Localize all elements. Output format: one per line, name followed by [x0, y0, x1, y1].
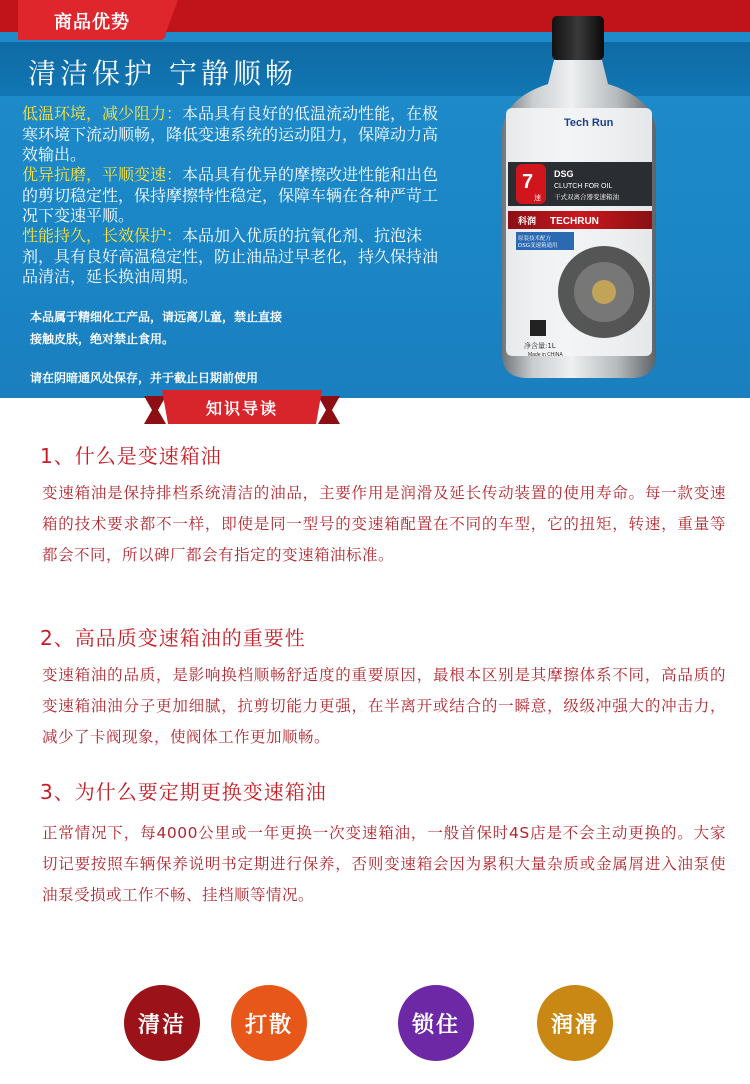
badge-disperse: 打散: [231, 985, 307, 1061]
bottle-small2: DSG变速箱通用: [518, 243, 558, 249]
bottle-made: Made in CHINA: [528, 352, 563, 358]
promo-tag: [18, 0, 166, 40]
badge-lock: 锁住: [398, 985, 474, 1061]
feature-3-text: 本品加入优质的抗氧化剂、抗泡沫剂，具有良好高温稳定性，防止油品过早老化，持久保持油品清洁，延长换油周期。: [22, 226, 439, 286]
safety-note-1: 本品属于精细化工产品，请远离儿童，禁止直接: [30, 310, 283, 324]
gear-graphic-hub: [592, 280, 616, 304]
section-1-title: 1、什么是变速箱油: [40, 444, 222, 468]
section-3-title: 3、为什么要定期更换变速箱油: [40, 780, 327, 804]
promo-tag-label: 商品优势: [54, 12, 130, 33]
bottle-line3: 干式双离合器变速箱油: [554, 193, 619, 201]
feature-3-highlight: 性能持久，长效保护：: [22, 226, 183, 245]
promo-panel: [0, 0, 750, 398]
feature-2-text: 本品具有优异的摩擦改进性能和出色的剪切稳定性，保持摩擦特性稳定，保障车辆在各种严苛工况下变速平顺。: [22, 165, 439, 225]
bottle-cap: [552, 16, 604, 60]
bottle-volume: 净含量:1L: [524, 342, 556, 350]
section-2-title: 2、高品质变速箱油的重要性: [40, 626, 306, 650]
bottle-small1: 原装技术配方: [518, 236, 552, 242]
bottle-line2: CLUTCH FOR OIL: [554, 183, 613, 190]
bottle-grade-unit: 速: [534, 194, 541, 202]
bottle-line1: DSG: [554, 169, 574, 179]
qr-code: [530, 320, 546, 336]
section-2-body: 变速箱油的品质，是影响换档顺畅舒适度的重要原因，最根本区别是其摩擦体系不同，高品质的变速箱油油分子更加细腻，抗剪切能力更强，在半离开或结合的一瞬意，级级冲强大的冲击力，减少了卡阀现象，使阀体工作更加顺畅。: [42, 666, 726, 746]
section-1-body: 变速箱油是保持排档系统清洁的油品，主要作用是润滑及延长传动装置的使用寿命。每一款变速箱的技术要求都不一样，即使是同一型号的变速箱配置在不同的车型，它的扭矩，转速，重量等都会不同，所以碑厂都会有指定的变速箱油标准。: [42, 484, 726, 564]
promo-headline: 清洁保护 宁静顺畅: [28, 57, 297, 90]
bottle-grade-num: 7: [522, 171, 534, 193]
feature-1-highlight: 低温环境，减少阻力：: [22, 104, 183, 123]
bottle-band-en: TECHRUN: [550, 216, 599, 227]
knowledge-ribbon-label: 知识导读: [205, 399, 278, 418]
feature-1: [22, 104, 452, 166]
storage-note: 请在阴暗通风处保存，并于截止日期前使用: [30, 371, 259, 385]
badge-lubricate: 润滑: [537, 985, 613, 1061]
feature-1-text: 本品具有良好的低温流动性能，在极寒环境下流动顺畅，降低变速系统的运动阻力，保障动力高效输出。: [22, 104, 439, 164]
bottle-brand: Tech Run: [564, 117, 614, 129]
badge-clean: 清洁: [124, 985, 200, 1061]
safety-note-2: 接触皮肤，绝对禁止食用。: [30, 332, 175, 346]
section-3-body: 正常情况下，每4000公里或一年更换一次变速箱油，一般首保时4S店是不会主动更换的。大家切记要按照车辆保养说明书定期进行保养，否则变速箱会因为累积大量杂质或金属屑进入油泵使油泵受损或工作不畅、挂档顺等情况。: [42, 824, 726, 904]
feature-2: [22, 165, 452, 227]
bottle-band-cn: 科润: [518, 217, 537, 227]
feature-3: [22, 226, 452, 288]
product-bottle-image: [494, 14, 664, 384]
feature-2-highlight: 优异抗磨，平顺变速：: [22, 165, 183, 184]
